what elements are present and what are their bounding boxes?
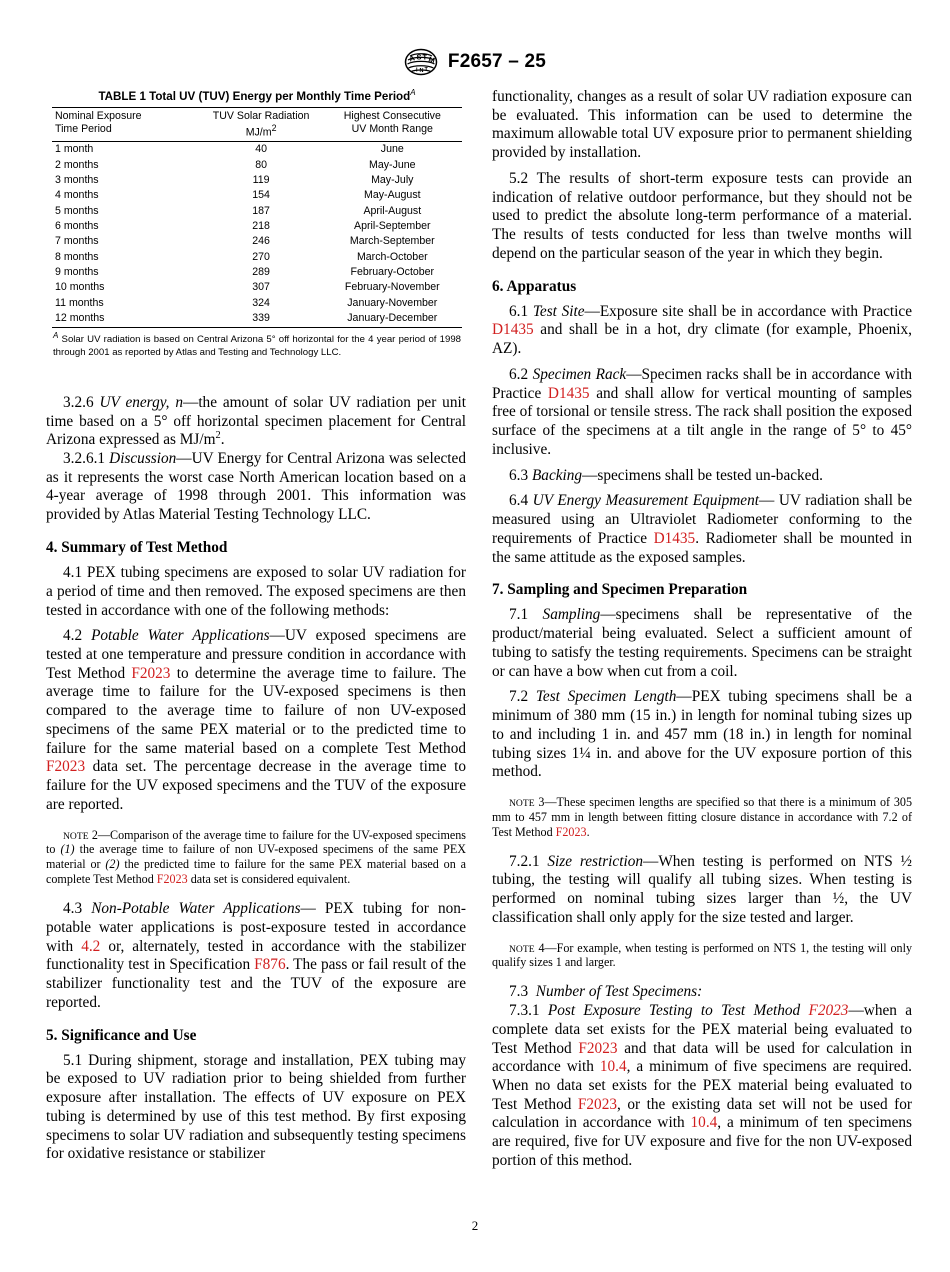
paragraph-6-2 (492, 366, 912, 460)
col2-line2-superscript: 2 (271, 123, 277, 134)
clause-number-7-1: 7.1 (509, 606, 529, 624)
paragraph-7-3-1 (492, 1002, 912, 1171)
table-cell-month-range: January-December (347, 311, 438, 324)
paragraph-4-2-body-b: to determine the average time to failure. The average time to failure for the UV-exposed specimens is then compared to the average time to failure of non UV-exposed specimens of the same PEX material or to the predicted time to failure for the same material based on a complete Test Method (46, 664, 466, 757)
paragraph-3-2-6-body: —the amount of solar UV radiation per unit time based on a 5° off horizontal specimen placement for Central Arizona expressed as MJ/m (46, 393, 466, 449)
table-1-title (52, 88, 462, 107)
col1-line2: Time Period (55, 123, 112, 136)
spacer (492, 970, 912, 983)
table-cell-month-range: May-June (369, 158, 416, 171)
svg-text:N: N (419, 68, 424, 74)
svg-text:S: S (416, 52, 422, 62)
svg-text:M: M (427, 54, 436, 66)
term-size-restriction: Size restriction (547, 852, 644, 870)
clause-number-6-4: 6.4 (509, 492, 529, 510)
table-cell-period: 6 months (55, 219, 99, 232)
table-cell-month-range: April-September (354, 219, 431, 232)
clause-number-7-3: 7.3 (509, 983, 529, 1001)
col2-line1: TUV Solar Radiation (212, 110, 310, 123)
paragraph-7-3-1-body-c: , a minimum of five specimens are required. When no data set exists for the PEX material being evaluated to Test Method (492, 1058, 912, 1113)
reference-link-f2023[interactable]: F2023 (131, 664, 171, 682)
paragraph-4-2 (46, 627, 466, 814)
term-non-potable-water-applications: Non-Potable Water Applications (91, 900, 301, 918)
table-cell-month-range: March-October (356, 250, 428, 263)
table-1-body (52, 142, 462, 327)
spacer (46, 1013, 466, 1026)
table-cell-tuv: 307 (252, 281, 270, 294)
note-2-body-d: data set is considered equivalent. (187, 872, 351, 887)
reference-link-f2023[interactable]: F2023 (156, 872, 188, 887)
page-number: 2 (471, 1218, 479, 1233)
spacer (492, 567, 912, 580)
reference-link-f876[interactable]: F876 (254, 956, 286, 974)
reference-link-d1435[interactable]: D1435 (492, 321, 534, 339)
paragraph-6-3-body: —specimens shall be tested un-backed. (582, 466, 823, 484)
clause-number-3-2-6-1: 3.2.6.1 (63, 450, 106, 468)
reference-link-f2023[interactable]: F2023 (577, 1095, 617, 1113)
note-3-number: 3 (534, 794, 545, 809)
table-cell-period: 4 months (55, 189, 99, 202)
table-row (52, 204, 462, 219)
table-cell-tuv: 339 (252, 311, 270, 324)
document-header (0, 48, 950, 76)
table-1-head (52, 108, 462, 142)
note-2-body-a: —Comparison of the average time to failure for the UV-exposed specimens to (46, 827, 466, 857)
term-sampling: Sampling (542, 606, 601, 624)
spacer (492, 264, 912, 277)
clause-number-7-2: 7.2 (509, 688, 529, 706)
paragraph-4-2-body-c: data set. The percentage decrease in the average time to failure for the UV exposed specimens and the TUV of the exposure are reported. (46, 758, 466, 813)
table-1-col-header-range (323, 108, 462, 142)
col3-line2: UV Month Range (351, 123, 433, 136)
paragraph-5-1 (46, 1052, 466, 1164)
spacer (492, 460, 912, 467)
paragraph-4-3-body-b: or, alternately, tested in accordance with the stabilizer functionality test in Specification (46, 937, 466, 974)
note-3-body-a: —These specimen lengths are specified so that there is a minimum of 305 mm to 457 mm in length between fitting closure distance in accordance with 7.2 of Test Method (492, 794, 912, 839)
spacer (492, 782, 912, 795)
paragraph-3-2-6-1-body: —UV Energy for Central Arizona was selected as it represents the worst case North American location based on a 4-year average of 1998 through 2001. This information was provided by Atlas Material Testing Technology LLC. (46, 450, 466, 524)
clause-number-6-1: 6.1 (509, 302, 529, 320)
section-heading-4: 4. Summary of Test Method (46, 538, 228, 556)
table-row (52, 280, 462, 295)
section-heading-7: 7. Sampling and Specimen Preparation (492, 581, 748, 599)
paragraph-5-1-continued: functionality, changes as a result of solar UV radiation exposure can be evaluated. This information can be used to determine the maximum allowable total UV exposure prior to permanent shielding provided by installation. (492, 88, 912, 162)
clause-number-5-1: 5.1 (63, 1051, 83, 1069)
note-2-number: 2 (88, 827, 98, 842)
spacer (492, 485, 912, 492)
term-potable-water-applications: Potable Water Applications (91, 627, 270, 645)
table-1-footnote-marker: A (53, 330, 59, 340)
note-3 (492, 795, 912, 840)
table-1-col-header-period (52, 108, 200, 142)
clause-number-4-1: 4.1 (63, 564, 83, 582)
term-uv-energy-measurement-equipment: UV Energy Measurement Equipment (532, 492, 759, 510)
paragraph-5-2 (492, 170, 912, 264)
paragraph-6-1-body-a: —Exposure site shall be in accordance with Practice (584, 302, 913, 320)
table-cell-month-range: February-November (344, 281, 440, 294)
col3-line1: Highest Consecutive (343, 110, 441, 123)
table-cell-month-range: March-September (349, 235, 435, 248)
reference-link-f2023[interactable]: F2023 (46, 758, 86, 776)
term-specimen-rack: Specimen Rack (532, 365, 627, 383)
reference-link-d1435[interactable]: D1435 (653, 529, 696, 547)
table-cell-period: 7 months (55, 235, 99, 248)
reference-link-10-4[interactable]: 10.4 (690, 1114, 718, 1132)
note-2-label: NOTE (63, 830, 89, 842)
paragraph-6-2-body-b: and shall allow for vertical mounting of samples free of torsional or tensile stress. The rack shall position the exposed surface of the specimens at a tilt angle in the range of 5° to 45° inclusive. (492, 384, 912, 458)
clause-number-7-3-1: 7.3.1 (509, 1002, 540, 1020)
two-column-body (46, 88, 912, 1171)
table-1-footnote-text: Solar UV radiation is based on Central Arizona 5° off horizontal for the 4 year period of 1998 through 2001 as reported by Atlas and Testing and Technology LLC. (53, 334, 461, 358)
table-cell-month-range: May-July (371, 174, 414, 186)
table-row (52, 265, 462, 280)
table-row (52, 295, 462, 310)
paragraph-6-4-body-b: . Radiometer shall be mounted in the same attitude as the exposed samples. (492, 529, 912, 566)
table-cell-month-range: April-August (363, 204, 422, 217)
paragraph-7-2-body: —PEX tubing specimens shall be a minimum of 380 mm (15 in.) in length for nominal tubing sizes up to and including 1 in. and 457 mm (18 in.) in length for nominal tubing sizes 1¼ in. and above for the UV exposure portion of this method. (492, 688, 913, 781)
paragraph-5-1-body: During shipment, storage and installation, PEX tubing may be exposed to UV radiation prior to being shielded from further exposure after installation. The effects of UV exposure on PEX tubing is determined by use of this test method. By first exposing specimens to solar UV radiation and subsequently testing specimens for oxidative resistance or stabilizer (46, 1051, 466, 1163)
table-cell-month-range: January-November (347, 296, 438, 309)
document-designation: F2657 – 25 (447, 51, 547, 72)
paragraph-3-2-6-superscript: 2 (215, 430, 221, 442)
note-2-italic-2: (2) (105, 857, 120, 872)
term-uv-energy: UV energy, n (99, 393, 184, 411)
note-4-label: NOTE (509, 943, 535, 955)
paragraph-7-2-1 (492, 853, 912, 928)
spacer (46, 1045, 466, 1052)
spacer (492, 296, 912, 303)
paragraph-3-2-6-1 (46, 450, 466, 525)
paragraph-7-2-1-body: —When testing is performed on NTS ½ tubing, the testing will qualify all tubing sizes. When testing is performed on nominal tubing sizes larger than ½, the UV classification shall only apply for the size tested and larger. (492, 852, 912, 926)
spacer (46, 620, 466, 627)
paragraph-7-3-1-body-d: , or the existing data set will not be used for calculation in accordance with (492, 1095, 912, 1132)
note-4 (492, 941, 912, 971)
table-row (52, 188, 462, 203)
spacer (492, 840, 912, 853)
spacer (492, 163, 912, 170)
paragraph-3-2-6-period: . (220, 431, 225, 449)
table-row (52, 234, 462, 249)
note-4-body: —For example, when testing is performed on NTS 1, the testing will only qualify sizes 1 and larger. (492, 940, 912, 970)
paragraph-4-3-body-c: . The pass or fail result of the stabilizer functionality test and the TUV of the exposure are reported. (46, 956, 467, 1011)
table-1-header-row (52, 108, 462, 142)
table-cell-month-range: June (380, 143, 404, 156)
table-cell-period: 8 months (55, 250, 99, 263)
table-1-title-text: TABLE 1 Total UV (TUV) Energy per Monthly Time Period (98, 89, 411, 103)
table-cell-period: 10 months (55, 281, 105, 294)
clause-number-7-2-1: 7.2.1 (509, 852, 540, 870)
table-cell-tuv: 187 (252, 204, 270, 217)
svg-text:A: A (407, 53, 416, 64)
reference-link-4-2[interactable]: 4.2 (81, 937, 101, 955)
paragraph-7-3 (492, 983, 912, 1002)
spacer (492, 928, 912, 941)
spacer (46, 377, 466, 394)
reference-link-f2023[interactable]: F2023 (555, 824, 587, 839)
paragraph-7-1-body: —specimens shall be representative of the product/material being evaluated. Select a sufficient amount of tubing to satisfy the testing requirements. Specimens can be straight or can have a bow when cut from a coil. (492, 606, 912, 680)
table-cell-period: 11 months (55, 296, 104, 309)
table-1 (52, 107, 462, 327)
note-2 (46, 828, 466, 888)
table-cell-tuv: 218 (252, 219, 270, 232)
term-test-site: Test Site (532, 302, 585, 320)
spacer (492, 681, 912, 688)
table-cell-tuv: 119 (252, 174, 270, 186)
table-row (52, 173, 462, 188)
table-cell-month-range: February-October (350, 265, 435, 278)
reference-link-10-4[interactable]: 10.4 (599, 1058, 627, 1076)
table-1-title-footnote-marker: A (410, 88, 416, 97)
spacer (46, 525, 466, 538)
clause-number-4-3: 4.3 (63, 900, 83, 918)
term-post-exposure-testing: Post Exposure Testing to Test Method (547, 1002, 809, 1020)
spacer (46, 887, 466, 900)
section-heading-6: 6. Apparatus (492, 277, 577, 295)
astm-logo-icon (404, 48, 438, 76)
table-cell-tuv: 270 (252, 250, 270, 263)
note-2-body-b: the average time to failure of non UV-exposed specimens of the same PEX material or (46, 842, 467, 872)
table-cell-tuv: 40 (255, 143, 267, 156)
reference-link-d1435[interactable]: D1435 (547, 384, 590, 402)
svg-text:T: T (424, 67, 428, 73)
note-3-label: NOTE (509, 797, 535, 809)
table-row (52, 158, 462, 173)
term-number-of-test-specimens: Number of Test Specimens: (535, 983, 703, 1001)
note-3-body-b: . (586, 824, 590, 839)
paragraph-7-3-1-body-e: , a minimum of ten specimens are required, five for UV exposure and five for the non UV-exposed portion of this method. (492, 1114, 912, 1169)
paragraph-7-3-1-body-a: —when a complete data set exists for the PEX material being evaluated to Test Method (492, 1002, 912, 1057)
paragraph-6-2-body-a: —Specimen racks shall be in accordance with Practice (492, 365, 912, 402)
section-heading-5: 5. Significance and Use (46, 1026, 197, 1044)
spacer (46, 815, 466, 828)
right-column (492, 88, 912, 1171)
svg-text:T: T (422, 52, 428, 62)
table-cell-period: 3 months (55, 174, 99, 186)
left-column (46, 88, 466, 1171)
paragraph-4-1-body: PEX tubing specimens are exposed to solar UV radiation for a period of time and then removed. The exposed specimens are then tested in accordance with one of the following methods: (46, 564, 466, 619)
note-2-italic-1: (1) (60, 842, 75, 857)
table-cell-tuv: 324 (252, 296, 270, 309)
table-row (52, 142, 462, 158)
paragraph-6-1-body-b: and shall be in a hot, dry climate (for example, Phoenix, AZ). (492, 321, 912, 358)
table-row (52, 249, 462, 264)
clause-number-6-3: 6.3 (509, 466, 529, 484)
reference-link-f2023[interactable]: F2023 (578, 1039, 618, 1057)
clause-number-6-2: 6.2 (509, 365, 529, 383)
paragraph-4-1 (46, 564, 466, 620)
note-2-body-c: the predicted time to failure for the same PEX material based on a complete Test Method (46, 857, 466, 887)
table-cell-period: 5 months (55, 204, 99, 217)
paragraph-7-2 (492, 688, 912, 782)
term-backing: Backing (531, 466, 583, 484)
table-cell-month-range: May-August (364, 189, 421, 202)
paragraph-7-3-1-body-b: and that data will be used for calculation in accordance with (492, 1039, 912, 1076)
clause-number-3-2-6: 3.2.6 (63, 393, 94, 411)
table-cell-period: 12 months (55, 311, 105, 324)
col2-line2: MJ/m (245, 126, 272, 139)
clause-number-4-2: 4.2 (63, 627, 83, 645)
svg-text:I: I (415, 67, 418, 74)
reference-link-f2023[interactable]: F2023 (808, 1002, 849, 1020)
spacer (492, 599, 912, 606)
table-cell-tuv: 246 (252, 235, 270, 248)
spacer (46, 360, 466, 377)
table-row (52, 311, 462, 327)
table-1-bottom-rule (52, 327, 462, 328)
paragraph-6-3 (492, 467, 912, 486)
table-cell-tuv: 289 (252, 265, 270, 278)
note-4-number: 4 (534, 940, 545, 955)
table-1-block (52, 88, 462, 360)
table-cell-tuv: 154 (252, 189, 270, 202)
term-test-specimen-length: Test Specimen Length (535, 688, 677, 706)
paragraph-4-2-body-a: —UV exposed specimens are tested at one temperature and pressure condition in accordance with Test Method (46, 627, 466, 682)
paragraph-5-2-body: The results of short-term exposure tests can provide an indication of relative outdoor performance, but they should not be used to predict the absolute long-term performance of a material. The results of tests conducted for less than twelve months will depend on the particular season of the year in which they begin. (492, 169, 912, 262)
spacer (46, 557, 466, 564)
table-row (52, 219, 462, 234)
paragraph-4-3-body-a: — PEX tubing for non-potable water applications is post-exposure tested in accordance with (46, 900, 466, 955)
paragraph-4-3 (46, 900, 466, 1012)
col1-line1: Nominal Exposure (55, 110, 142, 123)
table-1-footnote (52, 331, 462, 360)
table-cell-tuv: 80 (255, 158, 267, 171)
paragraph-7-1 (492, 606, 912, 681)
paragraph-3-2-6 (46, 394, 466, 450)
clause-number-5-2: 5.2 (509, 169, 529, 187)
paragraph-6-1 (492, 303, 912, 359)
paragraph-6-4 (492, 492, 912, 567)
paragraph-6-4-body-a: — UV radiation shall be measured using an Ultraviolet Radiometer conforming to the requirements of Practice (492, 492, 912, 547)
table-cell-period: 2 months (55, 158, 99, 171)
spacer (492, 359, 912, 366)
table-cell-period: 1 month (55, 143, 94, 156)
term-discussion: Discussion (109, 450, 177, 468)
table-cell-period: 9 months (55, 265, 99, 278)
table-1-col-header-tuv (200, 108, 323, 142)
